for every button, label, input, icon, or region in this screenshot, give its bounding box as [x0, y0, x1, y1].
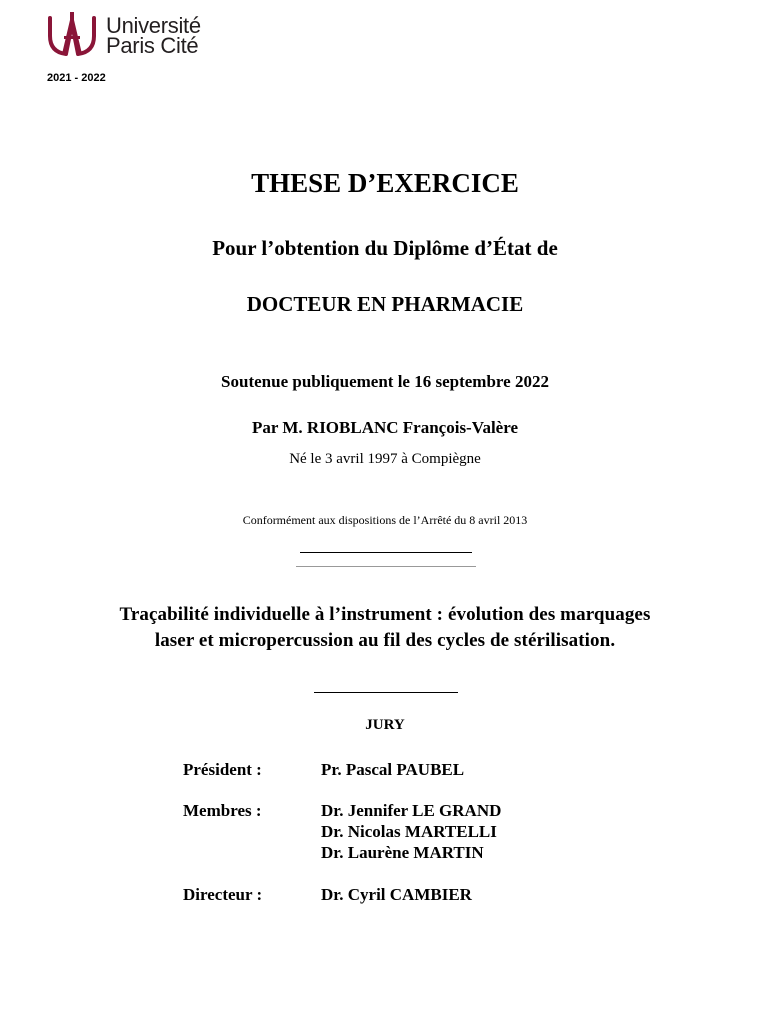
divider-rule-thin	[296, 566, 476, 567]
document-subtitle: Pour l’obtention du Diplôme d’État de	[212, 236, 558, 260]
university-logo	[44, 10, 244, 60]
jury-member: Dr. Nicolas MARTELLI	[321, 822, 497, 841]
jury-members-label: Membres :	[183, 801, 262, 820]
author-birth: Né le 3 avril 1997 à Compiègne	[289, 451, 481, 467]
jury-president: Pr. Pascal PAUBEL	[321, 760, 465, 779]
divider-rule-bottom	[314, 692, 458, 693]
thesis-title	[0, 602, 770, 654]
jury-director: Dr. Cyril CAMBIER	[321, 885, 472, 904]
divider-rule-top	[300, 552, 472, 553]
thesis-title-line2: laser et micropercussion au fil des cycles de stérilisation.	[154, 630, 616, 651]
jury-president-label: Président :	[183, 760, 262, 779]
university-name-line2: Paris Cité	[106, 33, 199, 58]
jury-member: Dr. Laurène MARTIN	[321, 843, 484, 862]
academic-year: 2021 - 2022	[47, 72, 106, 84]
decree-reference: Conformément aux dispositions de l’Arrêté du 8 avril 2013	[242, 513, 528, 527]
university-name	[106, 13, 201, 58]
jury-director-label: Directeur :	[183, 885, 263, 904]
author-name: Par M. RIOBLANC François-Valère	[252, 418, 518, 437]
eiffel-tower-logo-icon	[44, 10, 100, 58]
degree-name: DOCTEUR EN PHARMACIE	[246, 292, 524, 316]
jury-title: JURY	[365, 717, 405, 733]
university-name-line1: Université	[106, 13, 201, 38]
defense-date: Soutenue publiquement le 16 septembre 2022	[221, 372, 549, 391]
thesis-title-line1: Traçabilité individuelle à l’instrument : évolution des marquages	[119, 604, 651, 625]
document-title: THESE D’EXERCICE	[251, 168, 519, 198]
jury-member: Dr. Jennifer LE GRAND	[321, 801, 502, 820]
